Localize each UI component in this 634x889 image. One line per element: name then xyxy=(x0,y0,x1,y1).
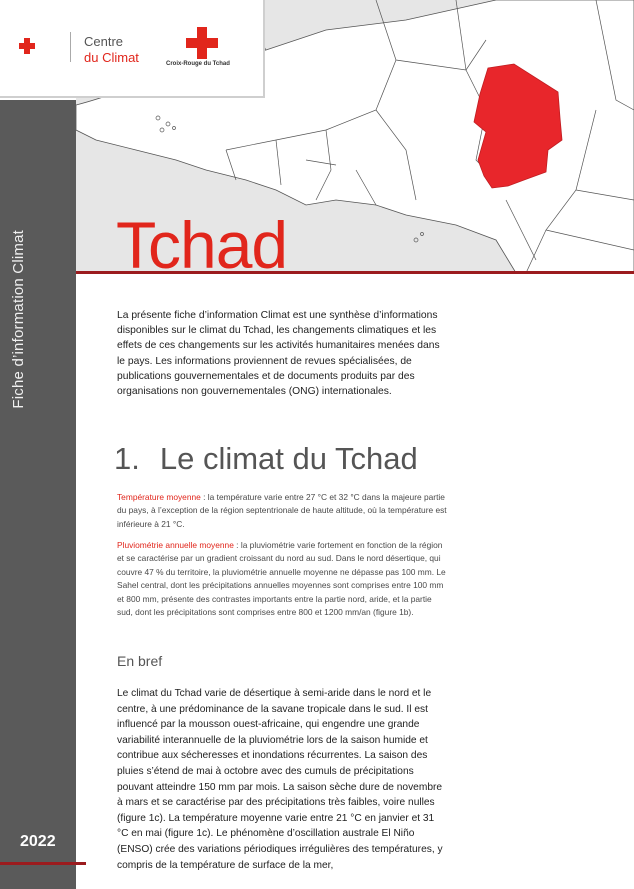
intro-paragraph: La présente fiche d’information Climat est une synthèse d’informations disponibles sur le climat du Tchad, les changements climatiques et les effets de ces changements sur les activités humanitaires menées dans le pays. Les informations proviennent de revues spécialisées, de publications gouvernementales et de documents produits par des organisations non gouvernementales (ONG) internationales. xyxy=(117,310,440,398)
section-heading xyxy=(114,441,418,477)
centre-climat-logo-text xyxy=(84,34,139,66)
logo-panel xyxy=(0,0,265,98)
sidebar xyxy=(0,100,76,889)
temperature-paragraph xyxy=(117,491,447,531)
en-bref-paragraph: Le climat du Tchad varie de désertique à semi-aride dans le nord et le centre, à une prédominance de la savane tropicale dans le sud. Il est influencé par la mousson ouest-africaine, qui engendre une grande variabilité interannuelle de la pluviométrie lors de la saison humide et contribue aux sécheresses et inondations récurrentes. La saison des pluies s’étend de mai à octobre avec des cumuls de précipitations pouvant atteindre 150 mm par mois. La saison sèche dure de novembre à mars et se caractérise par des précipitations très faibles, voire nulles (figure 1c). La température moyenne varie entre 21 °C en janvier et 31 °C en mai (figure 1c). Le phénomène d’oscillation australe El Niño (ENSO) crée des variations périodiques irrégulières des températures, y compris de la température de surface de la mer, xyxy=(117,688,443,871)
logo-divider xyxy=(70,32,71,62)
partner-name: Croix-Rouge du Tchad xyxy=(166,61,230,67)
publication-year: 2022 xyxy=(20,833,56,850)
sidebar-label: Fiche d’information Climat xyxy=(10,230,27,409)
temperature-label: Température moyenne xyxy=(117,492,201,502)
year-rule xyxy=(0,862,86,865)
red-cross-crescent-icon xyxy=(18,36,62,56)
pluviometry-paragraph xyxy=(117,539,447,619)
country-title: Tchad xyxy=(116,208,288,282)
en-bref-heading: En bref xyxy=(117,653,163,669)
org-line2: du Climat xyxy=(84,50,139,65)
pluviometry-label: Pluviométrie annuelle moyenne xyxy=(117,540,234,550)
red-cross-icon xyxy=(185,26,219,60)
section-title: Le climat du Tchad xyxy=(159,441,418,476)
org-line1: Centre xyxy=(84,34,124,49)
section-number: 1. xyxy=(114,441,140,476)
temperature-text: : la température varie entre 27 °C et 32 °C dans la majeure partie du pays, à l’exception de la région septentrionale de haute altitude, où la température est inférieure à 21 °C. xyxy=(117,492,447,529)
pluviometry-text: : la pluviométrie varie fortement en fonction de la région et se caractérise par un gradient croissant du nord au sud. Dans le nord désertique, qui couvre 47 % du territoire, la pluviométrie annuelle moyenne ne dépasse pas 100 mm. Le Sahel central, dont les précipitations annuelles moyennes sont comprises entre 100 mm et 800 mm, présente des contrastes importants entre la partie nord, aride, et la partie sud, dont les précipitations sont comprises entre 800 et 1200 mm/an (figure 1b). xyxy=(117,540,446,618)
